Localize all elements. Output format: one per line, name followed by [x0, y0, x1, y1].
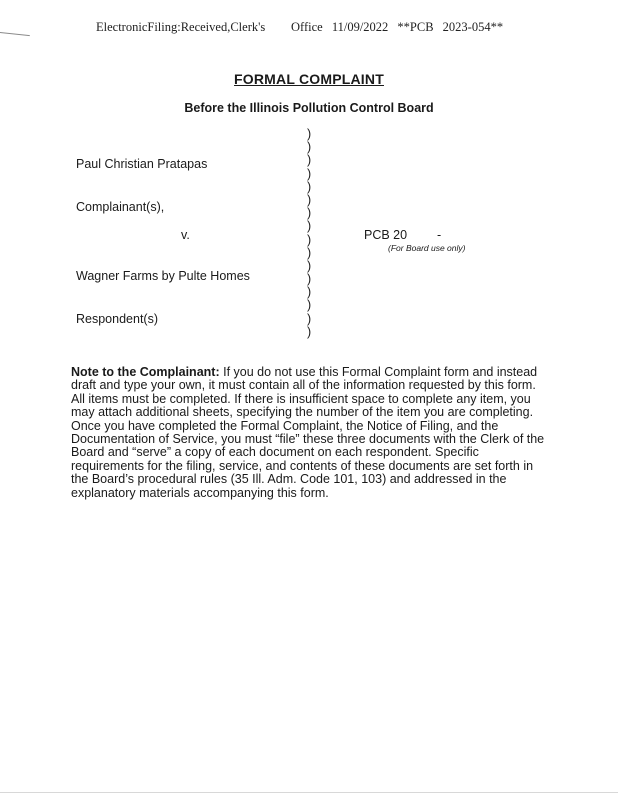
filing-stamp-left: ElectronicFiling:Received,Clerk's [96, 20, 266, 34]
caption-parenthesis: ) [307, 311, 312, 326]
versus-label: v. [181, 228, 190, 242]
caption-parenthesis: ) [307, 179, 312, 194]
caption-parenthesis: ) [307, 232, 312, 247]
pcb-case-number-dash: - [437, 228, 442, 242]
caption-parenthesis: ) [307, 206, 312, 221]
caption-parenthesis: ) [307, 245, 312, 260]
respondent-label: Respondent(s) [76, 312, 158, 326]
caption-parenthesis: ) [307, 140, 312, 155]
caption-parenthesis: ) [307, 219, 312, 234]
caption-parenthesis: ) [307, 258, 312, 273]
caption-parenthesis: ) [307, 285, 312, 300]
caption-parenthesis: ) [307, 298, 312, 313]
pcb-case-number: PCB 20 [364, 228, 408, 242]
caption-parenthesis: ) [307, 153, 312, 168]
complainant-name: Paul Christian Pratapas [76, 157, 208, 171]
caption-parenthesis: ) [307, 272, 312, 287]
caption-parenthesis-column [307, 128, 319, 339]
complainant-note-lead: Note to the Complainant: [71, 365, 220, 379]
filing-stamp-right: Office 11/09/2022 **PCB 2023-054** [291, 20, 504, 34]
complainant-note [71, 366, 549, 500]
scan-bottom-edge [0, 792, 618, 793]
document-title: FORMAL COMPLAINT [234, 71, 384, 87]
caption-parenthesis: ) [307, 192, 312, 207]
scan-edge-mark [0, 32, 30, 42]
caption-parenthesis: ) [307, 166, 312, 181]
complainant-note-body: If you do not use this Formal Complaint form and instead draft and type your own, it must contain all of the information requested by this form. All items must be completed. If there is insufficient space to complete any item, you may attach additional sheets, specifying the number of the item you are completing. Once you have completed the Formal Complaint, the Notice of Filing, and the Documentation of Service, you must “file” these three documents with the Clerk of the Board and “serve” a copy of each document on each respondent. Specific requirements for the filing, service, and contents of these documents are set forth in the Board’s procedural rules (35 Ill. Adm. Code 101, 103) and addressed in the explanatory materials accompanying this form. [71, 365, 545, 500]
complainant-label: Complainant(s), [76, 200, 165, 214]
document-subtitle: Before the Illinois Pollution Control Board [184, 101, 434, 115]
respondent-name: Wagner Farms by Pulte Homes [76, 269, 250, 283]
caption-parenthesis: ) [307, 127, 312, 141]
caption-parenthesis: ) [307, 324, 312, 339]
pcb-board-use-note: (For Board use only) [388, 243, 466, 253]
